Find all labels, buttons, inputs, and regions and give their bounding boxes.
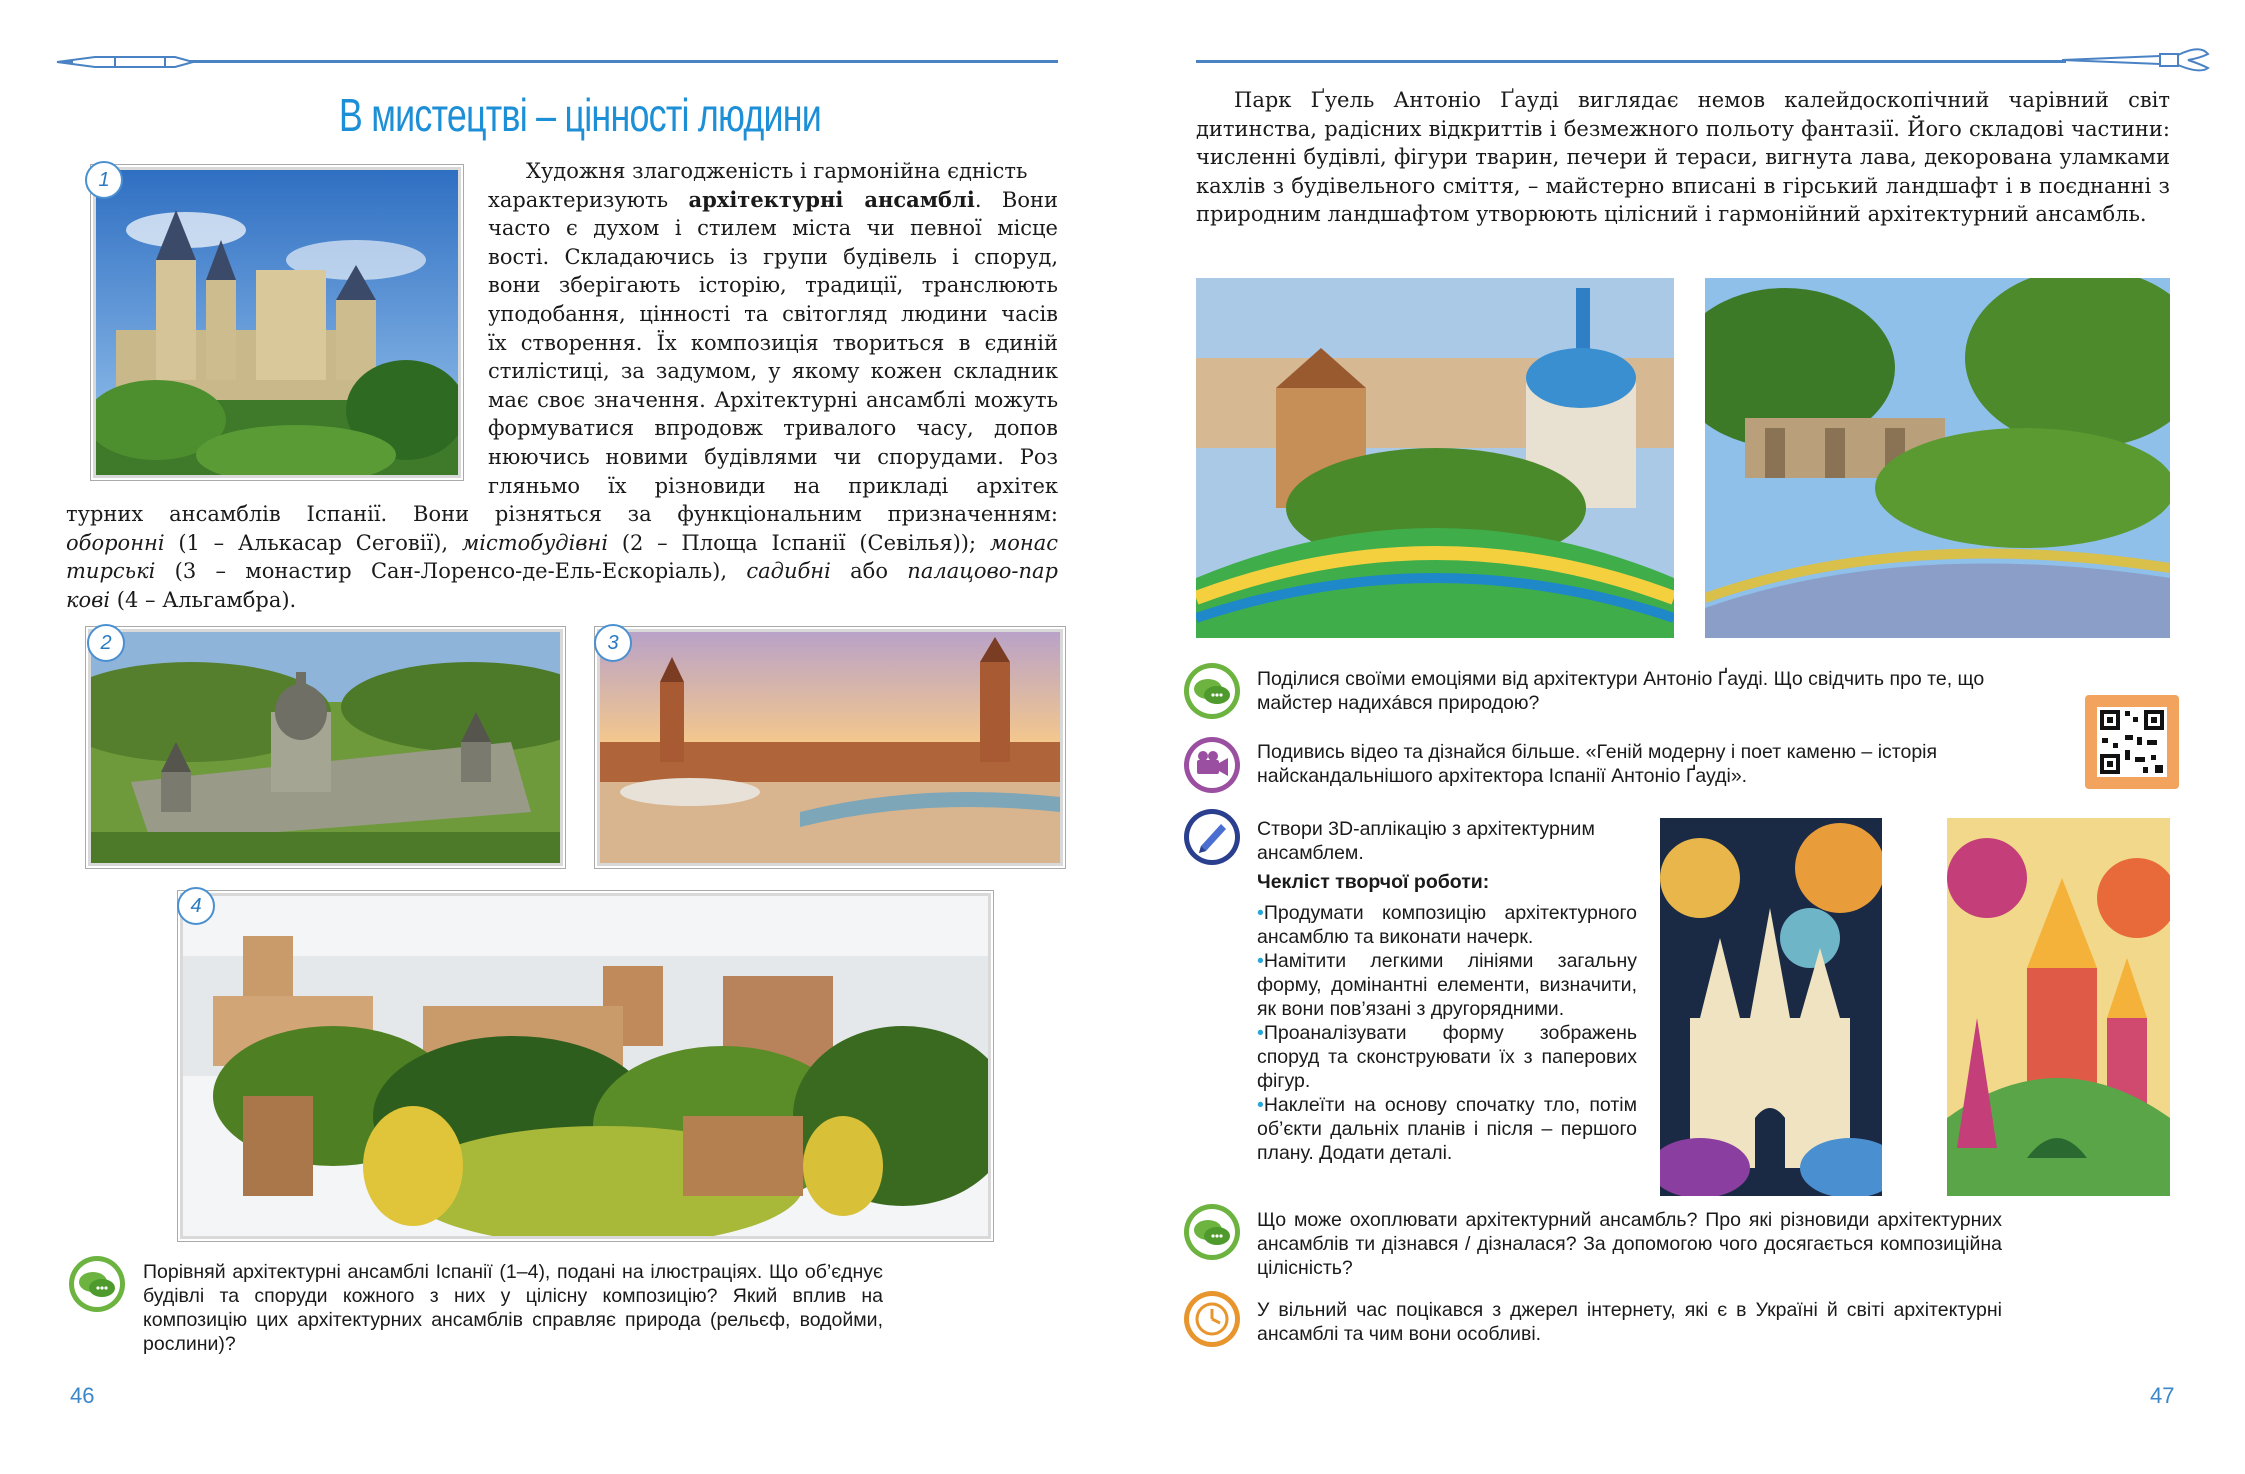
- intro-line: часто є духом і стилем міста чи певної місце: [488, 216, 1058, 241]
- video-camera-icon: [1183, 736, 1241, 794]
- photo-alhambra: [180, 893, 991, 1239]
- top-rule-right: [1196, 60, 2066, 63]
- photo-number-3: 3: [594, 624, 632, 662]
- chat-bubbles-icon: [1183, 662, 1241, 720]
- intro-line: вони зберігають історію, традиції, транслюють: [488, 273, 1058, 298]
- intro-line: Художня злагодженість і гармонійна єдність: [526, 159, 1028, 183]
- chat-bubbles-icon: [68, 1255, 126, 1313]
- question-text: Порівняй архітектурні ансамблі Іспанії (1–4), подані на ілюстраціях. Що об’єднує будівлі та споруди кожного з них у цілісну композицію? Який вплив на композицію цих архітектурних ансамблів справляє природа (рельєф, водойми, рослини)?: [143, 1261, 883, 1355]
- photo-park-guell-2: [1705, 278, 2170, 638]
- intro-line: гляньмо їх різновиди на прикладі архітек: [488, 473, 1058, 498]
- gaudi-intro-text: Парк Ґуель Антоніо Ґауді виглядає немов калейдоскопічний чарівний світ дитинства, радісних відкриттів і безмежного польоту фантазії. Його складові частини: численні будівлі, фігури тварин, печери й тераси, вигнута лава, декорована уламками кахлів з будівельного сміття, – майстерно вписані в гірський ландшафт і в поєднанні з природним ландшафтом утворюють цілісний і гармонійний архітектурний ансамбль.: [1196, 88, 2170, 227]
- checklist-title: Чекліст творчої роботи:: [1257, 871, 1490, 893]
- photo-number-2: 2: [87, 624, 125, 662]
- wide-line: кові (4 – Альгамбра).: [66, 587, 297, 612]
- paper-art-castle-1: [1660, 818, 1882, 1196]
- chat-bubbles-icon: [1183, 1203, 1241, 1261]
- intro-line: стилістиці, за задумом, у якому кожен складник: [488, 359, 1058, 384]
- wide-line: оборонні (1 – Алькасар Сеговії), містобудівні (2 – Площа Іспанії (Севілья)); монас: [66, 530, 1058, 555]
- checklist-item: •Проаналізувати форму зображень споруд та сконструювати їх з паперових фігур.: [1257, 1022, 1637, 1092]
- intro-text-block: [488, 157, 1058, 500]
- photo-park-guell-1: [1196, 278, 1674, 638]
- page-number-left: 46: [70, 1383, 95, 1408]
- pencil-icon: [1183, 808, 1241, 866]
- checklist: [1257, 901, 1637, 1165]
- photo-number-1: 1: [85, 161, 123, 199]
- paper-art-castle-2: [1947, 818, 2170, 1196]
- page-number-right: 47: [2150, 1383, 2175, 1408]
- intro-line: характеризують архітектурні ансамблі. Вони: [488, 186, 1058, 212]
- brush-icon: [2060, 44, 2210, 74]
- intro-line: має своє значення. Архітектурні ансамблі можуть: [488, 387, 1058, 412]
- task-question-text: Що може охоплювати архітектурний ансамбль? Про які різновиди архітектурних ансамблів ти дізнався / дізналася? За допомогою чого досягається композиційна цілісність?: [1257, 1209, 2002, 1279]
- photo-el-escorial: [88, 629, 563, 866]
- photo-plaza-de-espana: [597, 629, 1063, 866]
- clock-icon: [1183, 1290, 1241, 1348]
- qr-code-icon[interactable]: [2085, 695, 2179, 789]
- page-title: В мистецтві – цінності людини: [338, 89, 822, 141]
- top-rule-left: [190, 60, 1058, 63]
- intro-line: їх створення. Їх композиція твориться в єдиній: [488, 330, 1058, 355]
- task-discuss-text: Поділися своїми емоціями від архітектури Антоніо Ґауді. Що свідчить про те, що майстер надихáвся природою?: [1257, 668, 1985, 714]
- task-video-text: Подивись відео та дізнайся більше. «Геній модерну і поет каменю – історія найскандальнішого архітектора Іспанії Антоніо Ґауді».: [1257, 741, 1938, 787]
- intro-line: вості. Складаючись із групи будівель і споруд,: [488, 244, 1058, 269]
- task-create-text: Створи 3D-аплікацію з архітектурним ансамблем.: [1257, 818, 1595, 864]
- task-time-text: У вільний час поцікався з джерел інтернету, які є в Україні й світі архітектурні ансамблі та чим вони особливі.: [1257, 1299, 2002, 1345]
- fountain-pen-icon: [55, 50, 195, 74]
- checklist-item: •Намітити легкими лініями загальну форму, домінантні елементи, визначити, як вони пов’язані з другорядними.: [1257, 950, 1637, 1020]
- wide-line: турних ансамблів Іспанії. Вони різняться за функціональним призначенням:: [66, 502, 1058, 526]
- wide-text-block: [66, 500, 1058, 614]
- photo-number-4: 4: [177, 887, 215, 925]
- checklist-item: •Наклеїти на основу спочатку тло, потім об’єкти дальніх планів і після – першого плану. Додати деталі.: [1257, 1094, 1637, 1164]
- photo-alcazar-segovia: [93, 167, 461, 478]
- wide-line: тирські (3 – монастир Сан-Лоренсо-де-Ель-Ескоріаль), садибні або палацово-пар: [66, 559, 1058, 584]
- intro-line: нюючись новими будівлями чи спорудами. Роз: [488, 444, 1058, 469]
- intro-line: уподобання, цінності та світогляд людини часів: [488, 301, 1058, 326]
- intro-line: формуватися впродовж тривалого часу, допов: [488, 416, 1058, 441]
- checklist-item: •Продумати композицію архітектурного ансамблю та виконати начерк.: [1257, 902, 1637, 948]
